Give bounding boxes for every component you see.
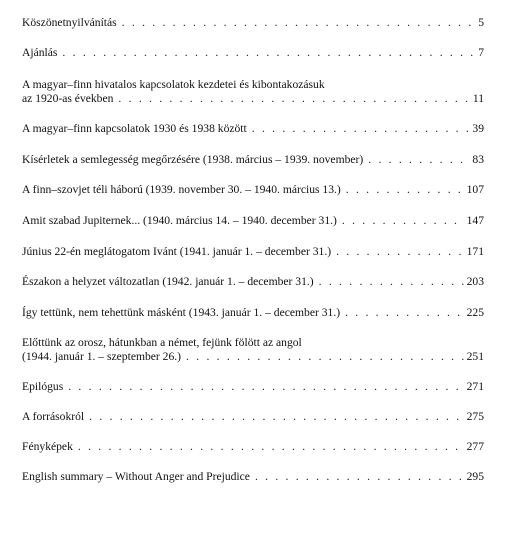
toc-entry-title: Fényképek	[22, 440, 73, 453]
toc-entry-line	[22, 306, 484, 320]
dot-leader	[89, 410, 464, 424]
dot-leader	[118, 92, 470, 106]
toc-entry-title: Köszönetnyilvánítás	[22, 16, 117, 29]
toc-entry-line	[22, 470, 484, 484]
toc-entry-line	[22, 245, 484, 259]
toc-entry	[22, 214, 484, 228]
toc-entry	[22, 16, 484, 30]
dot-leader	[62, 46, 476, 60]
toc-entry-line	[22, 214, 484, 228]
toc-entry-title: A magyar–finn kapcsolatok 1930 és 1938 között	[22, 122, 247, 135]
toc-entry	[22, 470, 484, 484]
toc-entry-title: A forrásokról	[22, 410, 85, 423]
toc-page-number: 271	[466, 380, 484, 393]
toc-entry-title: Ajánlás	[22, 46, 58, 59]
toc-entry	[22, 336, 484, 364]
toc-page-number: 83	[472, 153, 484, 166]
toc-page-number: 225	[466, 306, 484, 319]
toc-entry-title: Így tettünk, nem tehettünk másként (1943. január 1. – december 31.)	[22, 306, 341, 319]
toc-entry-title: Epilógus	[22, 380, 64, 393]
table-of-contents	[22, 16, 484, 484]
dot-leader	[78, 440, 465, 454]
toc-entry-title: Északon a helyzet változatlan (1942. január 1. – december 31.)	[22, 275, 314, 288]
toc-entry-title: A finn–szovjet téli háború (1939. november 30. – 1940. március 13.)	[22, 183, 341, 196]
toc-page-number: 275	[466, 410, 484, 423]
dot-leader	[122, 16, 477, 30]
toc-page-number: 203	[466, 275, 484, 288]
toc-entry-title-line: A magyar–finn hivatalos kapcsolatok kezdetei és kibontakozásuk	[22, 78, 325, 91]
toc-entry	[22, 275, 484, 289]
toc-page-number: 147	[466, 214, 484, 227]
toc-entry	[22, 410, 484, 424]
dot-leader	[346, 183, 465, 197]
toc-entry-title: Amit szabad Jupiternek... (1940. március 14. – 1940. december 31.)	[22, 214, 337, 227]
toc-page-number: 277	[466, 440, 484, 453]
dot-leader	[255, 470, 465, 484]
toc-entry-title: Június 22-én meglátogatom Ivánt (1941. január 1. – december 31.)	[22, 245, 332, 258]
toc-entry	[22, 46, 484, 60]
toc-page-number: 295	[466, 470, 484, 483]
dot-leader	[186, 350, 465, 364]
toc-entry	[22, 183, 484, 197]
dot-leader	[342, 214, 465, 228]
dot-leader	[319, 275, 465, 289]
toc-page-number: 107	[466, 183, 484, 196]
toc-entry-line	[22, 350, 484, 364]
toc-entry-line	[22, 380, 484, 394]
toc-page-number: 39	[472, 122, 484, 135]
toc-entry-title: English summary – Without Anger and Prejudice	[22, 470, 250, 483]
dot-leader	[368, 153, 470, 167]
toc-entry	[22, 306, 484, 320]
toc-entry-title: az 1920-as években	[22, 92, 114, 105]
toc-page-number: 251	[466, 350, 484, 363]
toc-entry-line	[22, 183, 484, 197]
dot-leader	[345, 306, 465, 320]
toc-entry-line	[22, 275, 484, 289]
toc-entry-title-line: Előttünk az orosz, hátunkban a német, fejünk fölött az angol	[22, 336, 302, 349]
toc-entry-line	[22, 16, 484, 30]
toc-entry	[22, 245, 484, 259]
toc-page-number: 7	[478, 46, 484, 59]
toc-entry	[22, 78, 484, 106]
toc-page-number: 5	[478, 16, 484, 29]
toc-entry-title: (1944. január 1. – szeptember 26.)	[22, 350, 182, 363]
toc-page-number: 171	[466, 245, 484, 258]
toc-entry	[22, 153, 484, 167]
dot-leader	[336, 245, 465, 259]
toc-entry-line	[22, 92, 484, 106]
dot-leader	[68, 380, 464, 394]
toc-page-number: 11	[472, 92, 484, 105]
toc-entry	[22, 440, 484, 454]
toc-entry-line	[22, 410, 484, 424]
dot-leader	[252, 122, 471, 136]
toc-entry	[22, 380, 484, 394]
toc-entry	[22, 122, 484, 136]
toc-entry-line	[22, 153, 484, 167]
toc-entry-line	[22, 440, 484, 454]
toc-entry-line	[22, 122, 484, 136]
toc-entry-title: Kísérletek a semlegesség megőrzésére (1938. március – 1939. november)	[22, 153, 364, 166]
toc-entry-line	[22, 46, 484, 60]
